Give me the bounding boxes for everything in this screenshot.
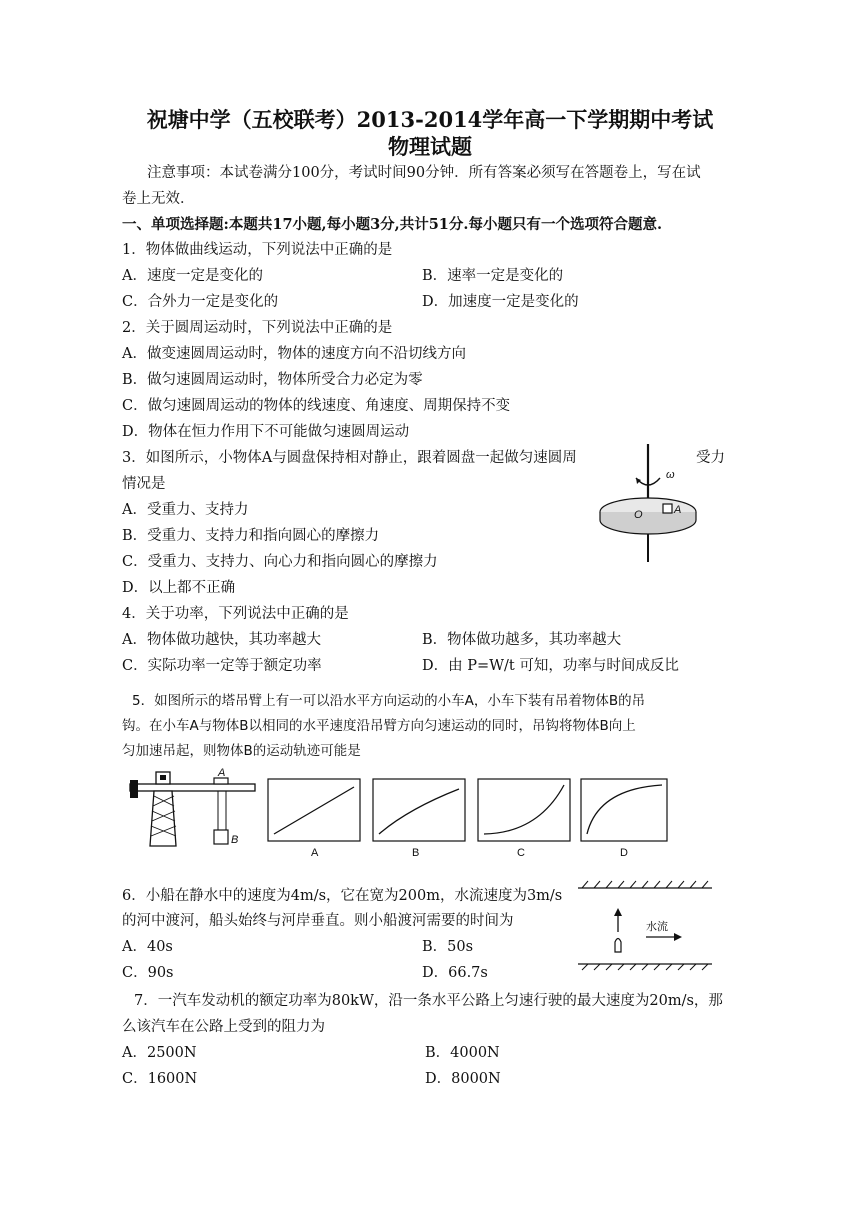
- q2-option-a: A．做变速圆周运动时，物体的速度方向不沿切线方向: [122, 346, 466, 362]
- graph-label-b: B: [412, 847, 420, 859]
- exam-title-line1: 祝塘中学（五校联考）2013-2014学年高一下学期期中考试: [146, 107, 714, 132]
- object-a-box: [663, 504, 672, 513]
- section-heading: 一、单项选择题:本题共17小题,每小题3分,共计51分.每小题只有一个选项符合题意.: [122, 216, 662, 233]
- q5-line3: 匀加速吊起，则物体B的运动轨迹可能是: [122, 743, 361, 759]
- q7-line2: 么该汽车在公路上受到的阻力为: [122, 1019, 325, 1035]
- counterweight: [130, 780, 138, 798]
- q6-line1: 6．小船在静水中的速度为4m/s，它在宽为200m，水流速度为3m/s: [122, 888, 563, 904]
- graph-b-curve: [379, 789, 459, 834]
- crane-tower: [150, 791, 176, 846]
- graph-d-frame: [581, 779, 667, 841]
- omega-label: ω: [666, 469, 675, 481]
- crane-label-a: A: [218, 767, 226, 779]
- graph-label-d: D: [620, 847, 628, 859]
- q4-option-d: D．由 P=W/t 可知，功率与时间成反比: [422, 658, 679, 674]
- crane-label-b: B: [231, 834, 239, 846]
- disk-label-a: A: [674, 504, 682, 516]
- q4-option-b: B．物体做功越多，其功率越大: [422, 632, 622, 648]
- boat-icon: [615, 939, 621, 953]
- q1-stem: 1．物体做曲线运动，下列说法中正确的是: [122, 242, 393, 258]
- load-b: [214, 830, 228, 844]
- q6-option-b: B．50s: [422, 939, 474, 955]
- q6-line2: 的河中渡河，船头始终与河岸垂直。则小船渡河需要的时间为: [122, 913, 514, 929]
- q4-option-c: C．实际功率一定等于额定功率: [122, 658, 322, 674]
- q6-option-a: A．40s: [122, 939, 173, 955]
- q3-option-c: C．受重力、支持力、向心力和指向圆心的摩擦力: [122, 554, 438, 570]
- notice-line2: 卷上无效．: [122, 191, 195, 207]
- notice-line1: 注意事项：本试卷满分100分，考试时间90分钟．所有答案必须写在答题卷上，写在试: [147, 165, 701, 181]
- q3-stem-cont: 情况是: [122, 476, 166, 492]
- crane-figure: [130, 766, 255, 848]
- disk-label-o: O: [634, 509, 643, 521]
- graph-label-c: C: [517, 847, 525, 859]
- q3-stem: 3．如图所示，小物体A与圆盘保持相对静止，跟着圆盘一起做匀速圆周: [122, 450, 577, 466]
- q3-stem-tail: 受力: [696, 450, 725, 466]
- q6-option-d: D．66.7s: [422, 965, 488, 981]
- q4-option-a: A．物体做功越快，其功率越大: [122, 632, 321, 648]
- q5-line1: 5．如图所示的塔吊臂上有一可以沿水平方向运动的小车A，小车下装有吊着物体B的吊: [132, 693, 646, 709]
- q2-option-b: B．做匀速圆周运动时，物体所受合力必定为零: [122, 372, 423, 388]
- crane-boom: [130, 784, 255, 791]
- exam-title-line2: 物理试题: [388, 134, 472, 159]
- q3-option-d: D．以上都不正确: [122, 580, 236, 596]
- q2-option-d: D．物体在恒力作用下不可能做匀速圆周运动: [122, 424, 410, 440]
- q3-option-b: B．受重力、支持力和指向圆心的摩擦力: [122, 528, 380, 544]
- q3-option-a: A．受重力、支持力: [122, 502, 249, 518]
- q7-option-b: B．4000N: [425, 1045, 500, 1061]
- graph-c-frame: [478, 779, 570, 841]
- q5-line2: 钩。在小车A与物体B以相同的水平速度沿吊臂方向匀速运动的同时，吊钩将物体B向上: [122, 718, 636, 734]
- q7-option-c: C．1600N: [122, 1071, 198, 1087]
- q3-disk-figure: [596, 444, 716, 570]
- q6-option-c: C．90s: [122, 965, 174, 981]
- q1-option-b: B．速率一定是变化的: [422, 268, 564, 284]
- river-figure: [578, 880, 713, 970]
- q7-line1: 7．一汽车发动机的额定功率为80kW，沿一条水平公路上匀速行驶的最大速度为20m/s，那: [134, 993, 723, 1009]
- q4-stem: 4．关于功率，下列说法中正确的是: [122, 606, 349, 622]
- q1-option-c: C．合外力一定是变化的: [122, 294, 279, 310]
- trajectory-options: [268, 779, 668, 863]
- q1-option-d: D．加速度一定是变化的: [422, 294, 579, 310]
- q2-stem: 2．关于圆周运动时，下列说法中正确的是: [122, 320, 393, 336]
- disk-edge: [600, 512, 696, 534]
- q7-option-a: A．2500N: [122, 1045, 197, 1061]
- q1-option-a: A．速度一定是变化的: [122, 268, 263, 284]
- water-flow-label: 水流: [646, 921, 668, 933]
- graph-a-line: [274, 787, 354, 834]
- q7-option-d: D．8000N: [425, 1071, 501, 1087]
- graph-c-curve: [484, 785, 564, 834]
- graph-d-curve: [587, 785, 662, 834]
- graph-b-frame: [373, 779, 465, 841]
- graph-label-a: A: [311, 847, 319, 859]
- q2-option-c: C．做匀速圆周运动的物体的线速度、角速度、周期保持不变: [122, 398, 511, 414]
